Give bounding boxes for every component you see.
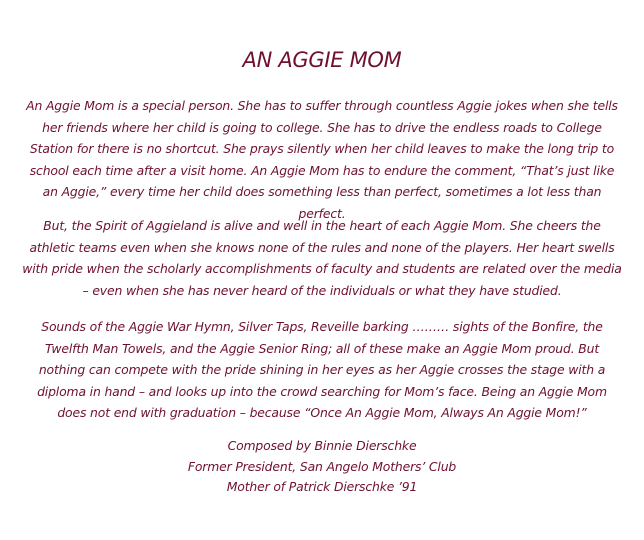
paragraph-intro: An Aggie Mom is a special person. She has to suffer through countless Aggie jokes when she tells her friends where her child is going to college. She has to drive the endless roads to College Station for there is no shortcut. She prays silently when her child leaves to make the long trip to school each time after a visit home. An Aggie Mom has to endure the comment, “That’s just like an Aggie,” every time her child does something less than perfect, sometimes a lot less than perfect. — [26, 98, 618, 221]
paragraph-pride: Sounds of the Aggie War Hymn, Silver Taps, Reveille barking ……… sights of the Bonfire, the Twelfth Man Towels, and the Aggie Senior Ring; all of these make an Aggie Mom proud. But nothing can compete with the pride shining in her eyes as her Aggie crosses the stage with a diploma in hand – and looks up into the crowd searching for Mom’s face. Being an Aggie Mom does not end with graduation – because “Once An Aggie Mom, Always An Aggie Mom!” — [37, 319, 607, 420]
composed-by-line: Composed by Binnie Dierschke — [227, 438, 417, 453]
author-relation-line: Mother of Patrick Dierschke ’91 — [226, 479, 418, 494]
credits-block — [0, 436, 644, 498]
page-title: AN AGGIE MOM — [242, 48, 402, 72]
author-position-line: Former President, San Angelo Mothers’ Club — [187, 458, 457, 474]
paragraph-spirit: But, the Spirit of Aggieland is alive and well in the heart of each Aggie Mom. She cheers the athletic teams even when she knows none of the rules and none of the players. Her heart swells with pride when the scholarly accomplishments of faculty and students are related over the media – even when she has never heard of the individuals or what they have studied. — [22, 218, 622, 298]
